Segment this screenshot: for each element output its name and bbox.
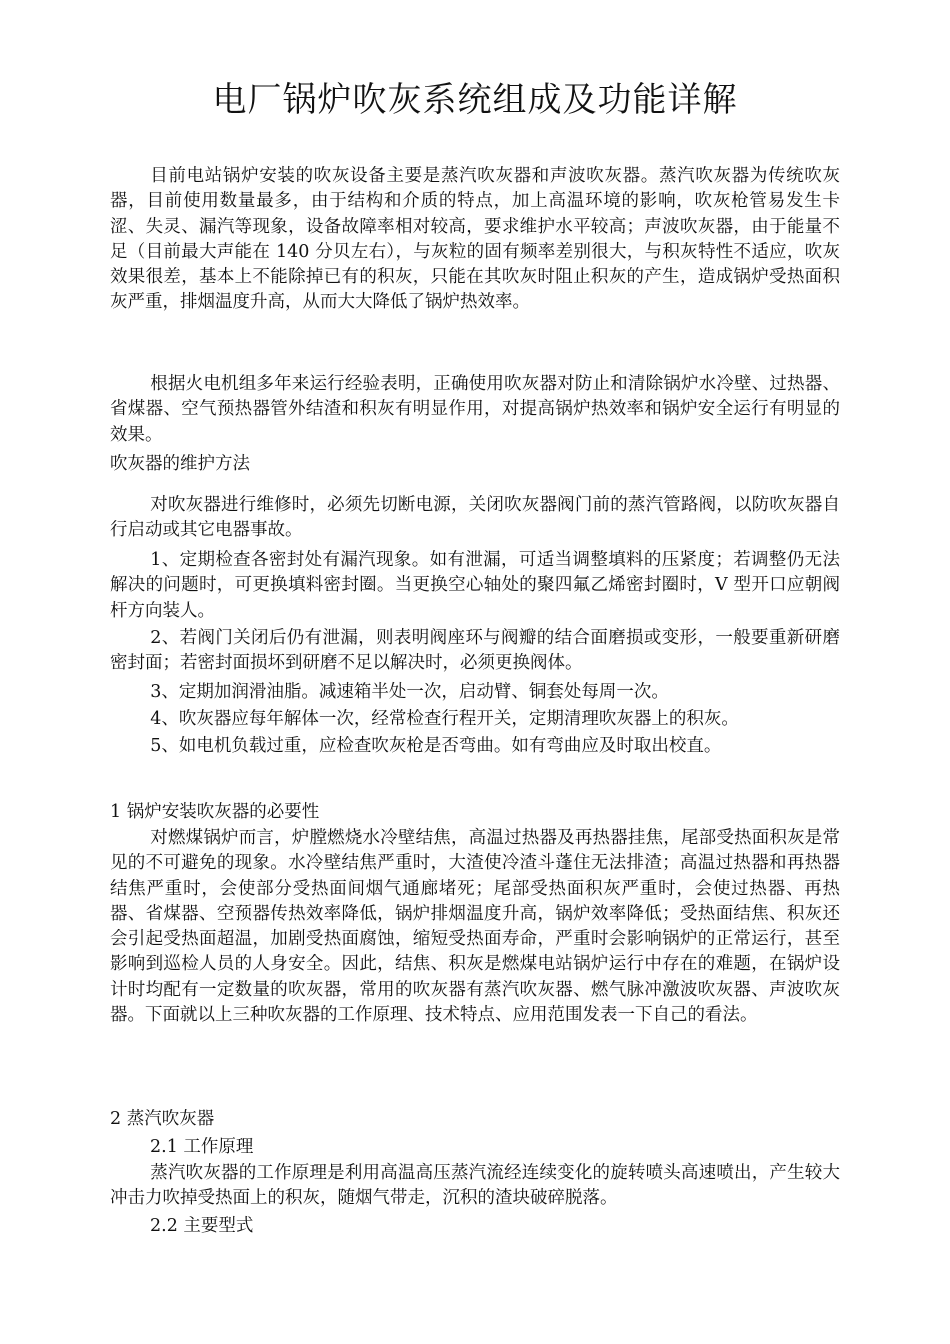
- maintenance-item-3: 3、定期加润滑油脂。减速箱半处一次，启动臂、铜套处每周一次。: [150, 682, 669, 702]
- section2-1-body: 蒸汽吹灰器的工作原理是利用高温高压蒸汽流经连续变化的旋转喷头高速喷出，产生较大冲击力吹掉受热面上的积灰，随烟气带走，沉积的渣块破碎脱落。: [110, 1163, 840, 1209]
- maintenance-item-5: 5、如电机负载过重，应检查吹灰枪是否弯曲。如有弯曲应及时取出校直。: [150, 736, 722, 756]
- document-title: 电厂锅炉吹灰系统组成及功能详解: [212, 80, 738, 120]
- section2-2-heading: 2.2 主要型式: [150, 1216, 254, 1236]
- maintenance-lead: 对吹灰器进行维修时，必须先切断电源，关闭吹灰器阀门前的蒸汽管路阀，以防吹灰器自行启动或其它电器事故。: [110, 495, 840, 541]
- intro-paragraph-1: 目前电站锅炉安装的吹灰设备主要是蒸汽吹灰器和声波吹灰器。蒸汽吹灰器为传统吹灰器，目前使用数量最多，由于结构和介质的特点，加上高温环境的影响，吹灰枪管易发生卡涩、失灵、漏汽等现象，设备故障率相对较高，要求维护水平较高；声波吹灰器，由于能量不足（目前最大声能在 140 分贝左右），与灰粒的固有频率差别很大，与积灰特性不适应，吹灰效果很差，基本上不能除掉已有的积灰，只能在其吹灰时阻止积灰的产生，造成锅炉受热面积灰严重，排烟温度升高，从而大大降低了锅炉热效率。: [110, 166, 840, 313]
- section1-heading: 1 锅炉安装吹灰器的必要性: [110, 802, 320, 822]
- maintenance-item-2: 2、若阀门关闭后仍有泄漏，则表明阀座环与阀瓣的结合面磨损或变形，一般要重新研磨密封面；若密封面损坏到研磨不足以解决时，必须更换阀体。: [110, 628, 840, 674]
- section1-body: 对燃煤锅炉而言，炉膛燃烧水冷壁结焦，高温过热器及再热器挂焦，尾部受热面积灰是常见的不可避免的现象。水冷壁结焦严重时，大渣使冷渣斗蓬住无法排渣；高温过热器和再热器结焦严重时，会使部分受热面间烟气通廊堵死；尾部受热面积灰严重时，会使过热器、再热器、省煤器、空预器传热效率降低，锅炉排烟温度升高，锅炉效率降低；受热面结焦、积灰还会引起受热面超温，加剧受热面腐蚀，缩短受热面寿命，严重时会影响锅炉的正常运行，甚至影响到巡检人员的人身安全。因此，结焦、积灰是燃煤电站锅炉运行中存在的难题，在锅炉设计时均配有一定数量的吹灰器，常用的吹灰器有蒸汽吹灰器、燃气脉冲激波吹灰器、声波吹灰器。下面就以上三种吹灰器的工作原理、技术特点、应用范围发表一下自己的看法。: [110, 828, 840, 1026]
- maintenance-item-4: 4、吹灰器应每年解体一次，经常检查行程开关，定期清理吹灰器上的积灰。: [150, 709, 739, 729]
- maintenance-item-1: 1、定期检查各密封处有漏汽现象。如有泄漏，可适当调整填料的压紧度；若调整仍无法解决的问题时，可更换填料密封圈。当更换空心轴处的聚四氟乙烯密封圈时，V 型开口应朝阀杆方向装人。: [110, 550, 840, 621]
- maintenance-heading: 吹灰器的维护方法: [110, 454, 250, 474]
- intro-paragraph-2: 根据火电机组多年来运行经验表明，正确使用吹灰器对防止和清除锅炉水冷壁、过热器、省煤器、空气预热器管外结渣和积灰有明显作用，对提高锅炉热效率和锅炉安全运行有明显的效果。: [110, 374, 840, 445]
- section2-heading: 2 蒸汽吹灰器: [110, 1109, 215, 1129]
- section2-1-heading: 2.1 工作原理: [150, 1137, 254, 1157]
